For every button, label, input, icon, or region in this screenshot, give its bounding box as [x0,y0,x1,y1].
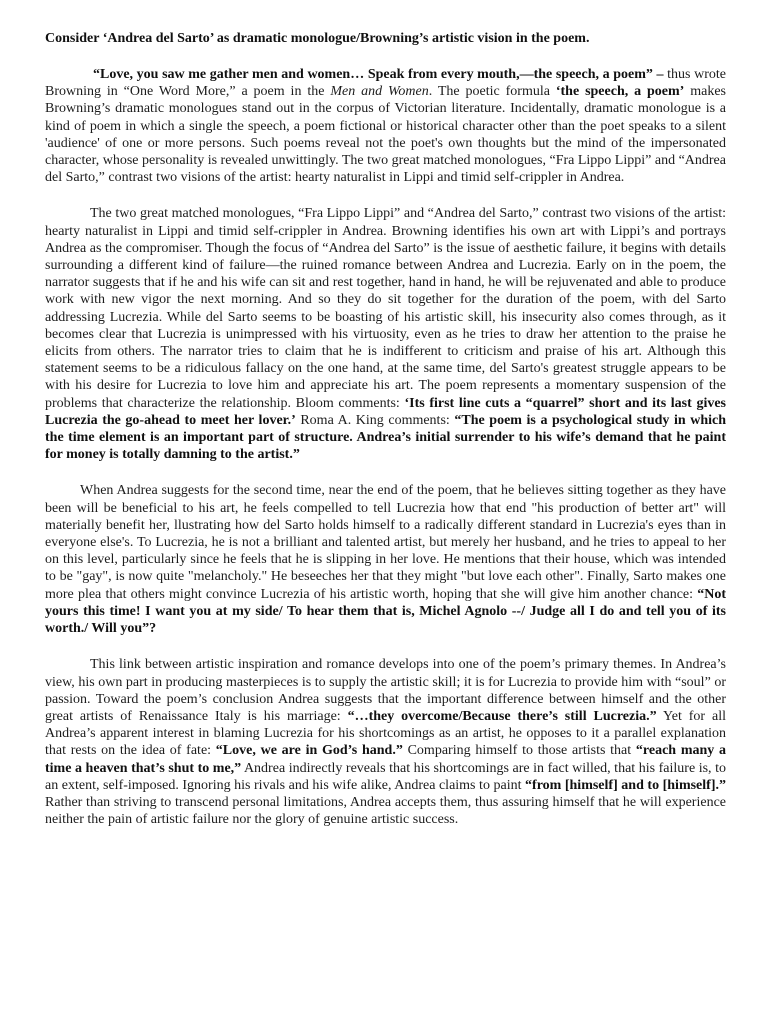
poem-quote: “from [himself] and to [himself].” [525,777,726,793]
text-run: Roma A. King comments: [295,412,455,428]
paragraph-monologues [45,205,726,463]
bloom-quote: ‘Its first line cuts a “quarrel” short and its last gives Lucrezia the go-ahead to meet her lover.’ [45,395,726,428]
king-quote: “The poem is a psychological study in which the time element is an important part of structure. Andrea’s initial surrender to his wife’s demand that he paint for money is totally damning to the artist.” [45,412,727,463]
opening-quote: “Love, you saw me gather men and women… Speak from every mouth,—the speech, a poem” – [93,67,664,82]
poem-quote: “Not yours this time! I want you at my side/ To hear them that is, Michel Agnolo --/ Judge all I do and tell you of its worth./ Will you”? [45,586,726,637]
document-heading: Consider ‘Andrea del Sarto’ as dramatic monologue/Browning’s artistic vision in the poem. [45,31,590,46]
poem-quote: “Love, we are in God’s hand.” [215,743,403,759]
bold-phrase: ‘the speech, a poem’ [555,84,685,100]
book-title: Men and Women [330,84,429,100]
paragraph-second-time [45,482,726,637]
text-run: . The poetic formula [428,84,556,100]
poem-quote: “reach many a time a heaven that’s shut to me,” [45,743,727,776]
text-run: Andrea indirectly reveals that his shortcomings are in fact willed, that his failure is, to an extent, self-imposed. Ignoring his rivals and his wife alike, Andrea claims to paint [45,760,726,793]
text-run: Yet for all Andrea’s apparent interest in blaming Lucrezia for his shortcomings as an artist, he opposes to it a parallel explanation that rests on the idea of fate: [45,708,726,759]
paragraph-intro [45,66,726,186]
text-run: thus wrote Browning in “One Word More,” a poem in the [45,67,726,100]
poem-quote: “…they overcome/Because there’s still Lucrezia.” [347,708,657,724]
text-run: This link between artistic inspiration and romance develops into one of the poem’s primary themes. In Andrea’s view, his own part in producing masterpieces is to supply the artistic skill; it is for Lucrezia to provide him with “soul” or passion. Toward the poem’s conclusion Andrea suggests that the important difference between himself and the other great artists of Renaissance Italy is his marriage: [45,657,726,724]
text-run: Rather than striving to transcend personal limitations, Andrea accepts them, thus assuring himself that he will experience neither the pain of artistic failure nor the glory of genuine artistic success. [45,794,726,828]
text-run: Comparing himself to those artists that [402,743,636,759]
text-run: The two great matched monologues, “Fra Lippo Lippi” and “Andrea del Sarto,” contrast two visions of the artist: hearty naturalist in Lippi and timid self-crippler in Andrea. Browning identifies his own art with Lippi’s and portrays Andrea as the compromiser. Though the focus of “Andrea del Sarto” is the issue of aesthetic failure, it begins with details surrounding a different kind of failure—the ruined romance between Andrea and Lucrezia. Early on in the poem, the narrator suggests that if he and his wife can sit and rest together, hand in hand, he will be rejuvenated and able to produce work with new vigor the next morning. And so they do sit together for the duration of the poem, with del Sarto addressing Lucrezia. While del Sarto seems to be boasting of his artistic skill, his insecurity also comes through, as it becomes clear that Lucrezia is unimpressed with his virtuosity, even as he tries to draw her attention to the praise he elicits from others. The narrator tries to claim that he is indifferent to criticism and praise of his art. Although this statement seems to be a ridiculous fallacy on the one hand, at the same time, del Sarto's greatest struggle appears to be with his desire for Lucrezia to love him and appreciate his art. The poem represents a momentary suspension of the problems that characterize the relationship. Bloom comments: [45,206,726,411]
paragraph-link [45,656,726,828]
text-run: When Andrea suggests for the second time, near the end of the poem, that he believes sitting together as they have been will be beneficial to his art, he feels compelled to tell Lucrezia how that end "his production of better art" will materially benefit her, llustrating how del Sarto holds himself to a radically different standard in Lucrezia's eyes than in everyone else's. To Lucrezia, he is not a brilliant and talented artist, but merely her husband, and he tries to appeal to her on this level, particularly since he feels that he is slipping in her love. He mentions that their house, which was intended to be "gay", is now quite "melancholy." He beseeches her that they might "but love each other". Finally, Sarto makes one more plea that others might convince Lucrezia of his artistic worth, hoping that she will give him another chance: [45,483,726,602]
text-run: makes Browning’s dramatic monologues stand out in the corpus of Victorian literature. Incidentally, dramatic monologue is a kind of poem in which a single the speech, a poem fictional or historical character other than the poet speaks to a silent 'audience' of one or more persons. Such poems reveal not the poet's own thoughts but the mind of the impersonated character, whose personality is revealed unwittingly. The two great matched monologues, “Fra Lippo Lippi” and “Andrea del Sarto,” contrast two visions of the artist: hearty naturalist in Lippi and timid self-crippler in Andrea. [45,84,727,186]
